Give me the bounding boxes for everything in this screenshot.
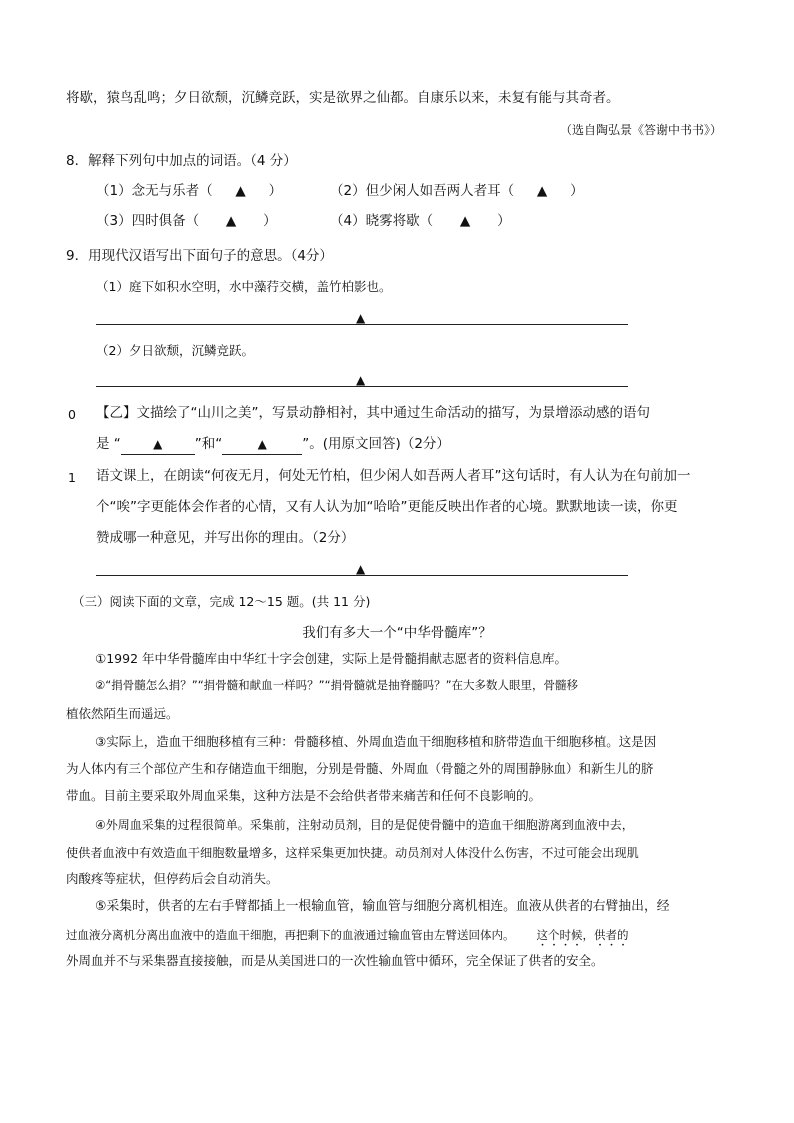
q8-item-3-text: 四时俱备（ [131,213,200,229]
q8-item-1 [96,181,282,201]
article-paragraph-5-line-2 [66,925,629,949]
answer-blank[interactable] [121,434,195,455]
q9-sentence-1: （1）庭下如积水空明，水中藻荇交横，盖竹柏影也。 [96,279,392,294]
q8-item-3-close: ） [263,213,277,229]
q10-number: 0 [68,407,76,422]
answer-triangle: ▲ [536,183,548,199]
article-paragraph-3-line-2: 为人体内有三个部位产生和存储造血干细胞，分别是骨髓、外周血（骨髓之外的周围静脉血）和新生儿的脐 [66,761,654,776]
section-3-header: （三）阅读下面的文章，完成 12～15 题。(共 11 分) [72,594,371,609]
answer-line[interactable] [96,575,628,576]
q8-item-4-text: 晓雾将歇（ [365,213,434,229]
q11-line-1: 语文课上，在朗读“何夜无月，何处无竹柏，但少闲人如吾两人者耳”这句话时，有人认为在句前加一 [96,468,691,484]
answer-triangle: ▲ [257,437,267,451]
article-paragraph-3-line-1: ③实际上，造血干细胞移植有三种：骨髓移植、外周血造血干细胞移植和脐带造血干细胞移植。这是因 [95,734,657,749]
q8-item-2 [330,181,584,201]
article-paragraph-5-line-1: ⑤采集时，供者的左右手臂都插上一根输血管，输血管与细胞分离机相连。血液从供者的右臂抽出，经 [95,899,670,914]
article-paragraph-5-line-3: 外周血并不与采集器直接接触，而是从美国进口的一次性输血管中循环，完全保证了供者的安全。 [66,953,604,968]
answer-triangle: ▲ [235,183,246,199]
article-paragraph-5-line-2-tail: 这个时候，供者的 [536,928,629,942]
article-paragraph-5-line-2-text: 过血液分离机分离出血液中的造血干细胞，再把剩下的血液通过输血管由左臂送回体内。 [66,928,515,942]
q10-suffix: ”。(用原文回答)（2分） [302,436,450,452]
answer-triangle: ▲ [356,373,366,387]
answer-line[interactable] [96,324,628,325]
q10-mid: ”和“ [194,436,223,452]
article-paragraph-4-line-2: 使供者血液中有效造血干细胞数量增多，这样采集更加快捷。动员剂对人体没什么伤害，不过可能会出现肌 [66,846,639,860]
q8-item-3-num: （3） [96,213,132,229]
q10-line-1: 【乙】文描绘了“山川之美”，写景动静相衬，其中通过生命活动的描写，为景增添动感的语句 [96,405,650,421]
article-paragraph-4-line-1: ④外周血采集的过程很简单。采集前，注射动员剂，目的是促使骨髓中的造血干细胞游离到血液中去， [95,818,634,832]
q8-item-4-close: ） [497,213,511,229]
q8-item-4 [330,211,511,231]
q11-line-2: 个“唉”字更能体会作者的心情，又有人认为加“哈哈”更能反映出作者的心境。默默地读一读，你更 [96,499,678,515]
answer-triangle: ▲ [356,562,366,576]
article-paragraph-2-line-2: 植依然陌生而遥远。 [66,706,179,721]
q11-line-3: 赞成哪一种意见，并写出你的理由。（2分） [96,530,355,546]
q8-item-1-text: 念无与乐者（ [131,183,213,199]
answer-triangle: ▲ [153,437,163,451]
q10-line-2 [96,434,450,455]
answer-triangle: ▲ [225,213,237,229]
q8-item-2-num: （2） [330,183,366,199]
passage-tail: 将歇，猿鸟乱鸣；夕日欲颓，沉鳞竞跃，实是欲界之仙都。自康乐以来，未复有能与其奇者。 [66,90,620,106]
article-paragraph-2-line-1: ②“捐骨髓怎么捐？”“捐骨髓和献血一样吗？”“捐骨髓就是抽脊髓吗？”在大多数人眼里，骨髓移 [95,678,579,692]
q8-item-2-close: ） [570,183,584,199]
article-paragraph-1: ①1992 年中华骨髓库由中华红十字会创建，实际上是骨髓捐献志愿者的资料信息库。 [95,651,567,666]
q8-title: 8．解释下列句中加点的词语。（4 分） [66,153,297,169]
passage-source: （选自陶弘景《答谢中书书》） [559,123,722,137]
q10-prefix: 是 “ [96,436,121,452]
q9-sentence-2: （2）夕日欲颓，沉鳞竞跃。 [96,343,254,358]
q9-title: 9．用现代汉语写出下面句子的意思。（4分） [66,248,333,264]
q11-number: 1 [68,470,76,485]
q8-item-3 [96,211,277,231]
answer-triangle: ▲ [356,311,366,325]
q8-item-4-num: （4） [330,213,366,229]
q8-item-1-close: ） [268,183,283,199]
answer-line[interactable] [96,386,628,387]
q8-item-1-num: （1） [96,183,132,199]
answer-blank[interactable] [222,434,302,455]
article-title: 我们有多大一个“中华骨髓库”？ [302,625,492,641]
q8-item-2-text: 但少闲人如吾两人者耳（ [365,183,515,199]
answer-triangle: ▲ [459,213,471,229]
article-paragraph-3-line-3: 带血。目前主要采取外周血采集，这种方法是不会给供者带来痛苦和任何不良影响的。 [66,788,542,803]
article-paragraph-4-line-3: 肉酸疼等症状，但停药后会自动消失。 [66,871,279,886]
